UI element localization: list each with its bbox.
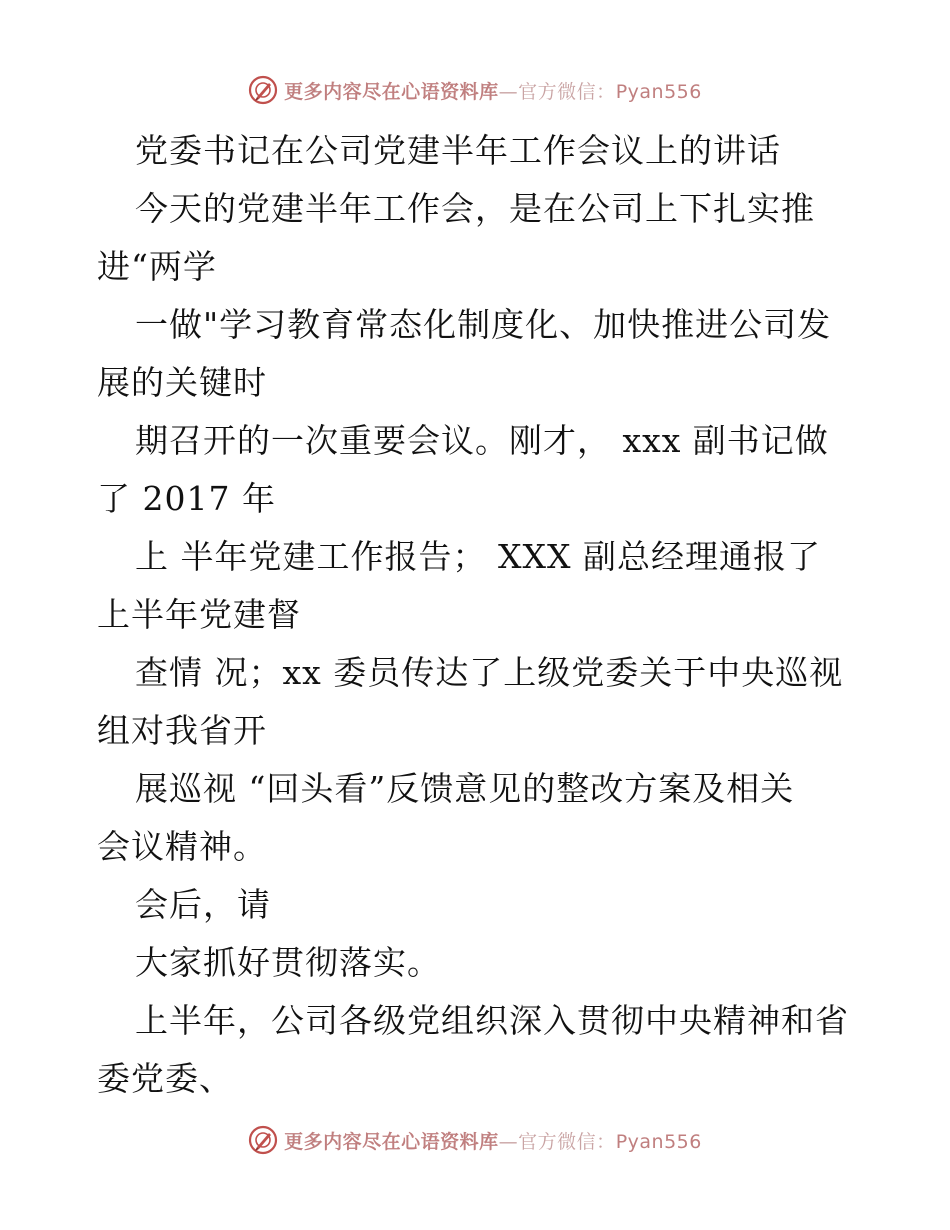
document-line: 了 2017 年 [97,479,276,518]
footer-watermark [0,1120,950,1160]
watermark-wechat-label: 官方微信： [518,80,616,103]
document-line: 一做"学习教育常态化制度化、加快推进公司发 [135,305,832,344]
document-line: 进“两学 [97,247,217,286]
watermark-text [284,1127,702,1154]
watermark-site-name: 更多内容尽在心语资料库 [284,1130,499,1153]
document-line: 组对我省开 [97,711,267,750]
watermark-separator: — [498,1130,519,1153]
document-line: 展巡视 “回头看”反馈意见的整改方案及相关 [135,769,795,808]
document-line: 查情 况；xx 委员传达了上级党委关于中央巡视 [135,653,844,692]
watermark-wechat-id: Pyan556 [615,80,702,103]
watermark-site-name: 更多内容尽在心语资料库 [284,80,499,103]
document-body [97,122,857,1108]
document-line: 上 半年党建工作报告； XXX 副总经理通报了 [135,537,821,576]
document-line: 大家抓好贯彻落实。 [135,943,441,982]
document-line: 党委书记在公司党建半年工作会议上的讲话 [135,131,781,170]
document-line: 展的关键时 [97,363,267,402]
pen-logo-icon [248,1125,278,1155]
watermark-separator: — [498,80,519,103]
document-line: 今天的党建半年工作会，是在公司上下扎实推 [135,189,815,228]
document-line: 期召开的一次重要会议。刚才， xxx 副书记做 [135,421,829,460]
watermark-wechat-id: Pyan556 [615,1130,702,1153]
watermark-text [284,77,702,104]
pen-logo-icon [248,75,278,105]
document-line: 上半年，公司各级党组织深入贯彻中央精神和省 [135,1001,849,1040]
document-line: 会后，请 [135,885,271,924]
header-watermark [0,70,950,110]
document-line: 委党委、 [97,1059,233,1098]
document-line: 上半年党建督 [97,595,301,634]
document-line: 会议精神。 [97,827,267,866]
watermark-wechat-label: 官方微信： [518,1130,616,1153]
